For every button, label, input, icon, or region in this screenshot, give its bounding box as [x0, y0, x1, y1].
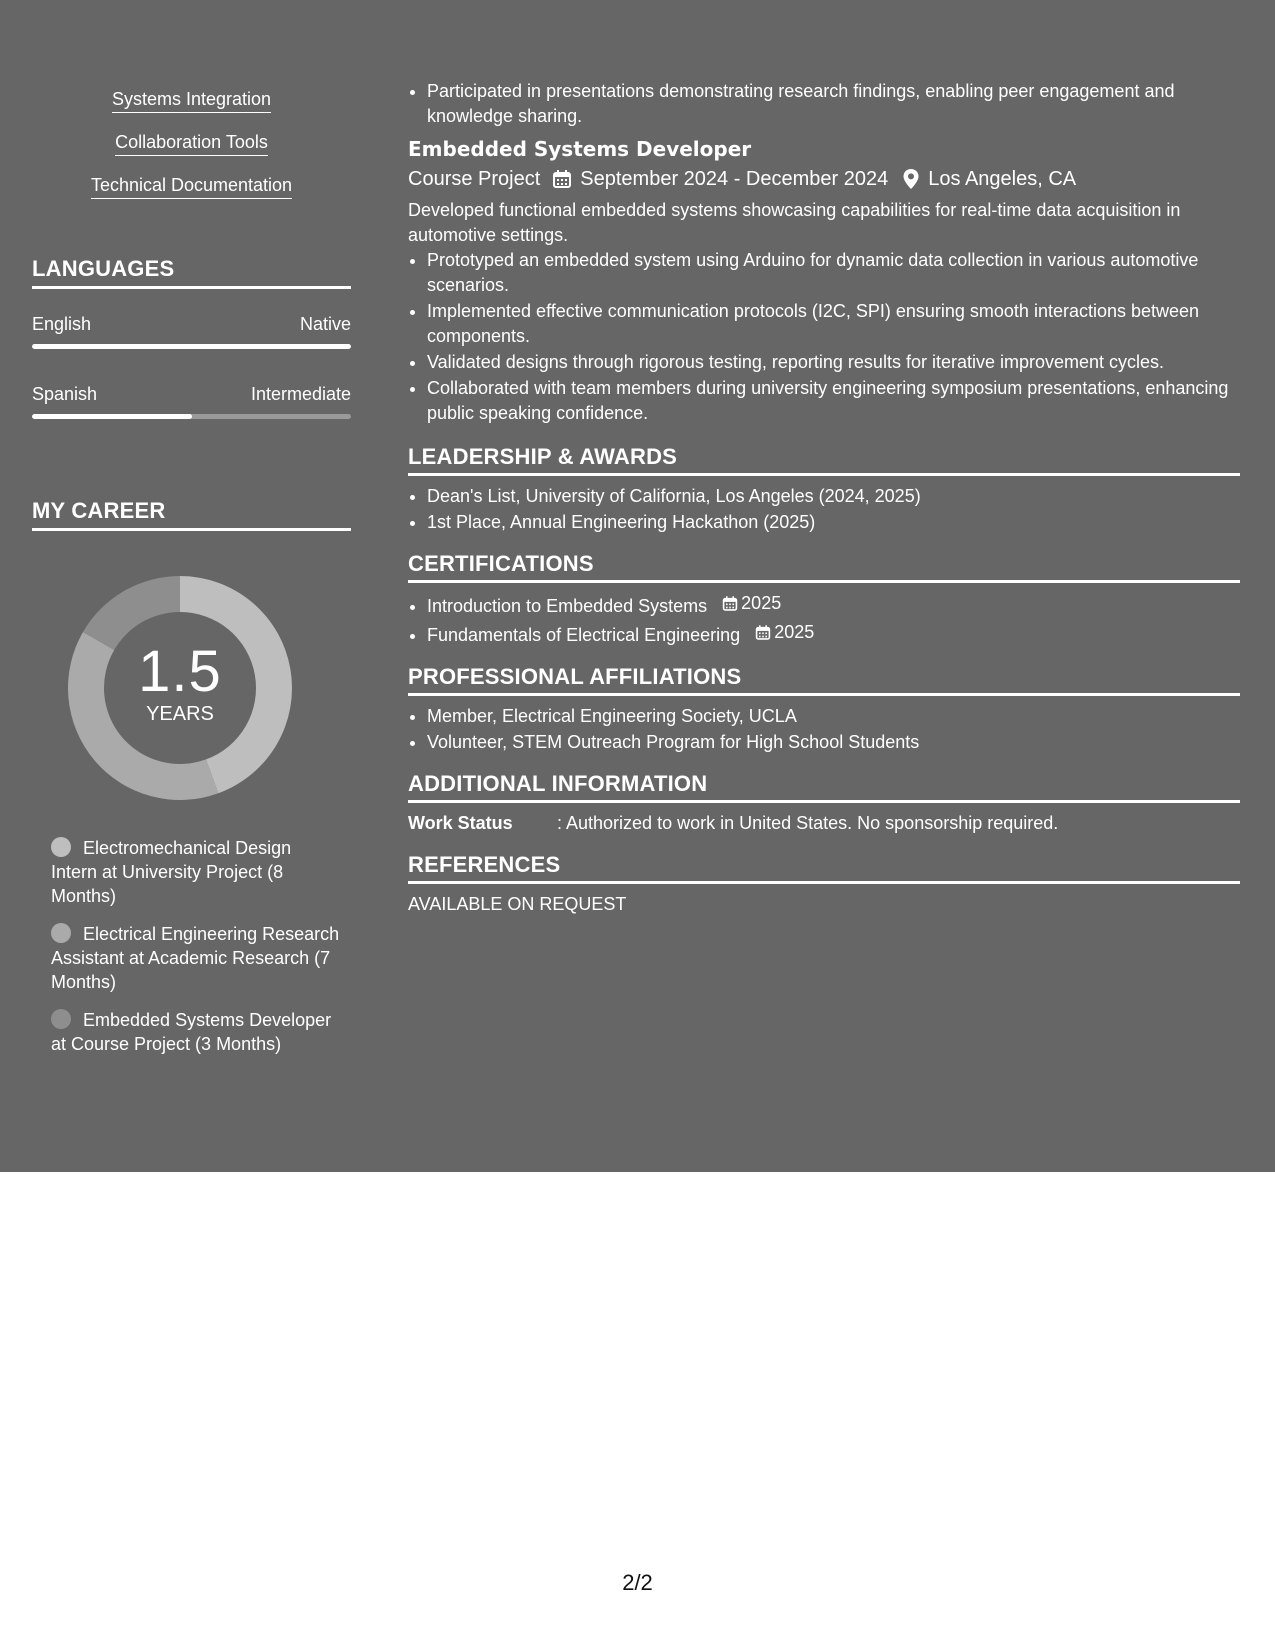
references-heading: REFERENCES [408, 852, 1240, 884]
map-pin-icon [902, 168, 920, 190]
leadership-item: • 1st Place, Annual Engineering Hackathon (2025) [427, 510, 1240, 535]
career-legend-label: Embedded Systems Developer at Course Project (3 Months) [51, 1010, 332, 1054]
job-bullet: • Prototyped an embedded system using Arduino for dynamic data collection in various automotive scenarios. [427, 248, 1240, 298]
language-name: Spanish [32, 384, 98, 404]
job-dates: September 2024 - December 2024 [580, 168, 889, 190]
career-donut-chart [67, 575, 293, 801]
job-bullet: • Collaborated with team members during university engineering symposium presentations, enhancing public speaking confidence. [427, 376, 1240, 426]
language-name: English [32, 314, 92, 334]
job-summary: Developed functional embedded systems showcasing capabilities for real-time data acquisition in automotive settings. [408, 200, 1181, 245]
career-legend-item [51, 922, 341, 994]
career-total-unit: YEARS [146, 702, 214, 725]
language-level: Intermediate [250, 384, 351, 404]
calendar-icon [755, 624, 771, 641]
career-donut-center [67, 575, 293, 801]
career-legend [51, 836, 341, 1070]
career-legend-label: Electromechanical Design Intern at University Project (8 Months) [51, 838, 292, 906]
language-proficiency-bar [32, 344, 351, 349]
leadership-heading: LEADERSHIP & AWARDS [408, 444, 1240, 476]
leadership-item: • Dean's List, University of California, Los Angeles (2024, 2025) [427, 484, 1240, 509]
certification-year: 2025 [741, 593, 782, 613]
certification-name: Introduction to Embedded Systems [427, 596, 708, 616]
language-row [32, 384, 351, 405]
certification-item [427, 591, 1240, 619]
previous-job-bullets [408, 79, 1240, 129]
job-bullet: • Participated in presentations demonstrating research findings, enabling peer engagement and knowledge sharing. [427, 79, 1240, 129]
job-title: Embedded Systems Developer [408, 137, 752, 161]
legend-dot [51, 923, 71, 943]
certification-item [427, 620, 1240, 648]
calendar-icon [722, 595, 738, 612]
skill-item: Collaboration Tools [115, 131, 268, 156]
career-total-number: 1.5 [138, 638, 222, 704]
certifications-heading: CERTIFICATIONS [408, 551, 1240, 583]
career-legend-item [51, 836, 341, 908]
language-proficiency-fill [32, 414, 192, 419]
languages-heading: LANGUAGES [32, 256, 351, 289]
affiliation-item: • Member, Electrical Engineering Society, UCLA [427, 704, 1240, 729]
job-bullets [408, 248, 1240, 426]
right-column [408, 79, 1240, 917]
affiliations-heading: PROFESSIONAL AFFILIATIONS [408, 664, 1240, 696]
affiliations-list [408, 704, 1240, 755]
language-proficiency-fill [32, 344, 351, 349]
leadership-list [408, 484, 1240, 535]
job-bullet: • Validated designs through rigorous testing, reporting results for iterative improvement cycles. [427, 350, 1240, 375]
job-company: Course Project [408, 168, 541, 190]
career-legend-label: Electrical Engineering Research Assistant at Academic Research (7 Months) [51, 924, 340, 992]
job-meta [408, 164, 1240, 194]
certification-date [755, 620, 814, 645]
language-row [32, 314, 351, 335]
career-heading: MY CAREER [32, 498, 351, 531]
legend-dot [51, 837, 71, 857]
job-location: Los Angeles, CA [928, 168, 1077, 190]
affiliation-item: • Volunteer, STEM Outreach Program for High School Students [427, 730, 1240, 755]
career-legend-item [51, 1008, 341, 1056]
certification-year: 2025 [774, 622, 815, 642]
legend-dot [51, 1009, 71, 1029]
work-status-row [408, 811, 1240, 836]
certification-date [722, 591, 781, 616]
language-level: Native [299, 314, 351, 334]
skill-item: Systems Integration [112, 88, 271, 113]
certification-name: Fundamentals of Electrical Engineering [427, 625, 741, 645]
work-status-label: Work Status [408, 813, 513, 833]
skills-list [32, 88, 351, 217]
page-number: 2/2 [622, 1570, 653, 1595]
work-status-value: : Authorized to work in United States. No sponsorship required. [557, 813, 1059, 833]
additional-info-heading: ADDITIONAL INFORMATION [408, 771, 1240, 803]
certifications-list [408, 591, 1240, 648]
job-bullet: • Implemented effective communication protocols (I2C, SPI) ensuring smooth interactions between components. [427, 299, 1240, 349]
skill-item: Technical Documentation [91, 174, 292, 199]
calendar-icon [552, 169, 572, 189]
references-text: AVAILABLE ON REQUEST [408, 894, 627, 914]
language-proficiency-bar [32, 414, 351, 419]
